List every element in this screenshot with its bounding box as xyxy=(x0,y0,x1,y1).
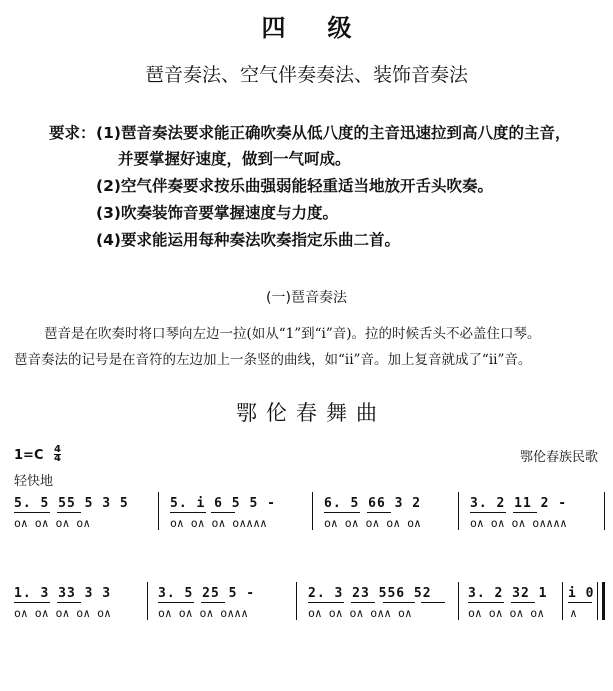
row1-m1-underline-b xyxy=(57,512,81,513)
row1-measure2-notes: 5. i 6 5 5 - xyxy=(170,496,276,511)
row1-measure1-notes: 5. 5 55 5 3 5 xyxy=(14,496,129,511)
row2-m3-underline-a xyxy=(308,602,344,603)
requirements-label: 要求： xyxy=(49,124,96,142)
final-barline-thick xyxy=(602,582,605,620)
time-signature xyxy=(54,446,61,463)
barline xyxy=(296,582,297,620)
row1-measure3-marks: o∧ o∧ o∧ o∧ o∧ xyxy=(324,516,421,530)
time-signature-top: 4 xyxy=(54,444,61,455)
row2-measure5-notes: i 0 xyxy=(568,586,595,601)
row1-m1-underline-a xyxy=(14,512,50,513)
row2-measure2-notes: 3. 5 25 5 - xyxy=(158,586,256,601)
row1-measure2-marks: o∧ o∧ o∧ o∧∧∧∧ xyxy=(170,516,267,530)
row1-m2-underline-b xyxy=(211,512,235,513)
row1-m2-underline-a xyxy=(170,512,206,513)
requirement-item-1: (1)琶音奏法要求能正确吹奏从低八度的主音迅速拉到高八度的主音， xyxy=(96,124,571,142)
section-paragraph-1: 琶音是在吹奏时将口琴向左边一拉(如从“1”到“i”音)。拉的时候舌头不必盖住口琴。 xyxy=(44,326,541,342)
grade-title: 四级 xyxy=(261,14,394,42)
final-barline-thin xyxy=(597,582,598,620)
row2-m1-underline-b xyxy=(57,602,81,603)
row1-m3-underline-a xyxy=(324,512,360,513)
row1-m4-underline-a xyxy=(470,512,506,513)
song-source: 鄂伦春族民歌 xyxy=(520,450,599,465)
row2-measure3-notes: 2. 3 23 556 52 xyxy=(308,586,432,601)
row2-m1-underline-a xyxy=(14,602,50,603)
row2-m4-underline-a xyxy=(468,602,504,603)
barline xyxy=(158,492,159,530)
row2-measure4-marks: o∧ o∧ o∧ o∧ xyxy=(468,606,545,620)
row1-measure4-marks: o∧ o∧ o∧ o∧∧∧∧ xyxy=(470,516,567,530)
requirement-item-2: (2)空气伴奏要求按乐曲强弱能轻重适当地放开舌头吹奏。 xyxy=(96,177,493,195)
barline xyxy=(604,492,605,530)
song-title: 鄂伦春舞曲 xyxy=(236,401,386,425)
section-paragraph-2: 琶音奏法的记号是在音符的左边加上一条竖的曲线，如“ⅰi”音。加上复音就成了“ⅰi”音。 xyxy=(14,352,532,368)
barline xyxy=(458,582,459,620)
section-heading: (一)琶音奏法 xyxy=(266,290,347,306)
page-subtitle: 琶音奏法、空气伴奏奏法、装饰音奏法 xyxy=(144,64,468,86)
barline xyxy=(147,582,148,620)
row1-measure3-notes: 6. 5 66 3 2 xyxy=(324,496,422,511)
row2-m2-underline-a xyxy=(158,602,194,603)
barline xyxy=(562,582,563,620)
row2-m3-underline-d xyxy=(421,602,445,603)
row2-measure1-notes: 1. 3 33 3 3 xyxy=(14,586,112,601)
row2-m5-underline xyxy=(568,602,592,603)
row2-m3-underline-b xyxy=(351,602,375,603)
row2-measure4-notes: 3. 2 32 1 xyxy=(468,586,548,601)
row1-m4-underline-b xyxy=(513,512,537,513)
row1-measure1-marks: o∧ o∧ o∧ o∧ xyxy=(14,516,91,530)
row2-m2-underline-b xyxy=(201,602,225,603)
time-signature-bottom: 4 xyxy=(54,453,61,464)
barline xyxy=(312,492,313,530)
row1-m3-underline-b xyxy=(367,512,391,513)
key-signature: 1=C xyxy=(14,448,44,463)
row2-m3-underline-c xyxy=(383,602,415,603)
row2-measure5-marks: ∧ xyxy=(570,606,577,620)
tempo-marking: 轻快地 xyxy=(14,474,54,489)
row2-measure1-marks: o∧ o∧ o∧ o∧ o∧ xyxy=(14,606,111,620)
requirement-item-3: (3)吹奏装饰音要掌握速度与力度。 xyxy=(96,204,338,222)
barline xyxy=(458,492,459,530)
requirement-item-4: (4)要求能运用每种奏法吹奏指定乐曲二首。 xyxy=(96,231,400,249)
row2-measure3-marks: o∧ o∧ o∧ o∧∧ o∧ xyxy=(308,606,412,620)
row2-measure2-marks: o∧ o∧ o∧ o∧∧∧ xyxy=(158,606,249,620)
row1-measure4-notes: 3. 2 11 2 - xyxy=(470,496,568,511)
row2-m4-underline-b xyxy=(511,602,535,603)
requirement-item-1-cont: 并要掌握好速度，做到一气呵成。 xyxy=(118,150,351,168)
